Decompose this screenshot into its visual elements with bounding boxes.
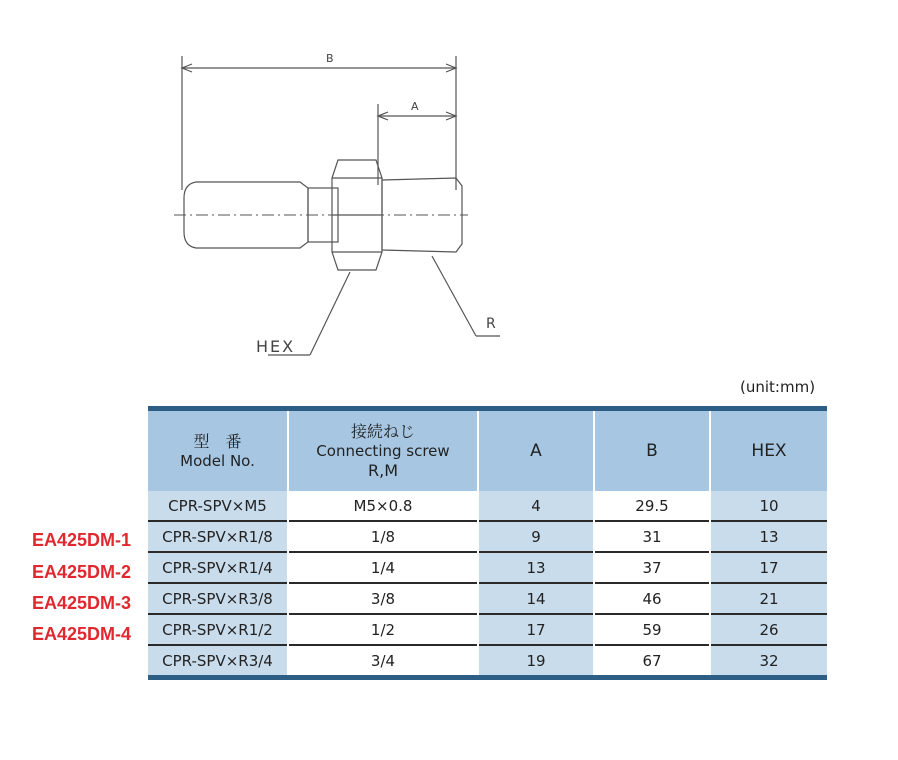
- cell-b: 59: [594, 614, 710, 645]
- cell-screw: M5×0.8: [288, 491, 478, 521]
- cell-model: CPR-SPV×M5: [148, 491, 288, 521]
- cell-b: 67: [594, 645, 710, 678]
- header-model: [148, 409, 288, 492]
- header-hex: HEX: [710, 409, 827, 492]
- table-row: [148, 583, 827, 614]
- side-label-ea425dm-2: EA425DM-2: [32, 562, 132, 582]
- table-row: [148, 614, 827, 645]
- table-row: [148, 552, 827, 583]
- header-screw-en2: R,M: [367, 460, 398, 480]
- label-a: A: [411, 100, 419, 113]
- technical-drawing: [150, 10, 510, 370]
- header-model-ja: 型 番: [193, 431, 242, 451]
- cell-screw: 1/8: [288, 521, 478, 552]
- cell-b: 46: [594, 583, 710, 614]
- header-model-en: Model No.: [180, 451, 255, 470]
- unit-note: (unit:mm): [740, 378, 816, 396]
- header-screw: [288, 409, 478, 492]
- side-label-ea425dm-1: EA425DM-1: [32, 530, 132, 550]
- cell-hex: 13: [710, 521, 827, 552]
- cell-a: 14: [478, 583, 594, 614]
- header-a: A: [478, 409, 594, 492]
- cell-screw: 1/2: [288, 614, 478, 645]
- cell-model: CPR-SPV×R1/2: [148, 614, 288, 645]
- label-hex: HEX: [256, 337, 296, 356]
- cell-b: 31: [594, 521, 710, 552]
- header-screw-en: Connecting screw: [316, 441, 450, 460]
- cell-model: CPR-SPV×R3/8: [148, 583, 288, 614]
- spec-table: [148, 406, 827, 680]
- cell-a: 19: [478, 645, 594, 678]
- cell-model: CPR-SPV×R3/4: [148, 645, 288, 678]
- header-b: B: [594, 409, 710, 492]
- cell-model: CPR-SPV×R1/8: [148, 521, 288, 552]
- cell-b: 37: [594, 552, 710, 583]
- r-leader: [432, 256, 476, 336]
- fitting-diagram: [150, 10, 510, 370]
- cell-model: CPR-SPV×R1/4: [148, 552, 288, 583]
- table-row: [148, 645, 827, 678]
- cell-hex: 10: [710, 491, 827, 521]
- cell-screw: 1/4: [288, 552, 478, 583]
- cell-screw: 3/4: [288, 645, 478, 678]
- label-b: B: [326, 52, 334, 65]
- table-row: [148, 521, 827, 552]
- table-row: [148, 491, 827, 521]
- cell-hex: 17: [710, 552, 827, 583]
- side-label-ea425dm-4: EA425DM-4: [32, 624, 132, 644]
- cell-a: 13: [478, 552, 594, 583]
- header-row: [148, 409, 827, 492]
- hex-leader: [310, 272, 350, 355]
- cell-b: 29.5: [594, 491, 710, 521]
- cell-hex: 26: [710, 614, 827, 645]
- cell-a: 17: [478, 614, 594, 645]
- cell-hex: 32: [710, 645, 827, 678]
- header-screw-ja: 接続ねじ: [350, 421, 415, 441]
- cell-a: 9: [478, 521, 594, 552]
- cell-hex: 21: [710, 583, 827, 614]
- label-r: R: [486, 316, 496, 332]
- cell-a: 4: [478, 491, 594, 521]
- side-label-ea425dm-3: EA425DM-3: [32, 593, 132, 613]
- cell-screw: 3/8: [288, 583, 478, 614]
